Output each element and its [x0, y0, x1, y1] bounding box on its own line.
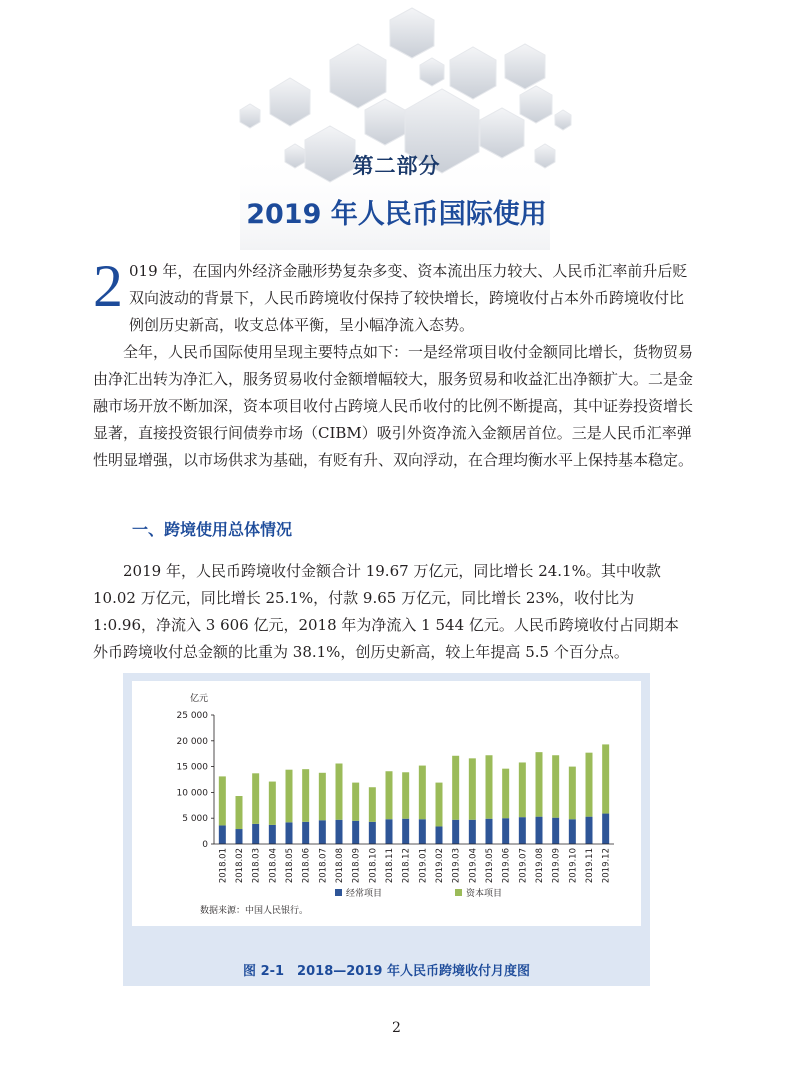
x-tick-label: 2019.11	[585, 848, 595, 884]
y-tick-label: 25 000	[176, 711, 208, 721]
x-tick-label: 2018.06	[301, 848, 312, 884]
bar-capital-account	[336, 764, 343, 820]
x-tick-label: 2019.08	[535, 848, 545, 884]
intro-paragraph-1-text: 019 年，在国内外经济金融形势复杂多变、资本流出压力较大、人民币汇率前升后贬双向波动的背景下，人民币跨境收付保持了较快增长，跨境收付占本外币跨境收付比例创历史新高，收支总体平衡，呈小幅净流入态势。	[129, 262, 688, 334]
x-tick-label: 2018.02	[235, 848, 245, 884]
x-tick-label: 2019.12	[601, 848, 612, 884]
x-tick-label: 2018.01	[218, 848, 229, 884]
bar-current-account	[569, 819, 576, 844]
x-tick-label: 2019.09	[551, 848, 562, 884]
bar-current-account	[386, 819, 393, 844]
bar-capital-account	[502, 769, 509, 819]
x-tick-label: 2018.11	[385, 848, 395, 884]
y-axis-label: 亿元	[190, 694, 209, 704]
legend-swatch-current-account	[335, 889, 342, 896]
bar-current-account	[352, 821, 359, 844]
bar-capital-account	[552, 755, 559, 817]
stacked-bar-chart	[132, 681, 641, 926]
bar-current-account	[219, 825, 226, 844]
x-tick-label: 2018.04	[268, 848, 279, 884]
intro-section	[93, 253, 694, 474]
bar-capital-account	[286, 770, 293, 823]
y-tick-label: 10 000	[176, 788, 208, 799]
x-tick-label: 2018.07	[318, 848, 329, 884]
bar-capital-account	[586, 753, 593, 817]
data-source-note: 数据来源：中国人民银行。	[200, 906, 309, 916]
x-tick-label: 2019.03	[451, 848, 462, 884]
y-tick-label: 5 000	[182, 814, 208, 825]
bar-capital-account	[352, 783, 359, 821]
legend-label-capital-account: 资本项目	[466, 889, 503, 899]
bar-current-account	[436, 826, 443, 844]
intro-paragraph-2: 全年，人民币国际使用呈现主要特点如下：一是经常项目收付金额同比增长，货物贸易由净汇出转为净汇入，服务贸易收付金额增幅较大，服务贸易和收益汇出净额扩大。二是金融市场开放不断加深，资本项目收付占跨境人民币收付的比例不断提高，其中证券投资增长显著，直接投资银行间债券市场（CIBM）吸引外资净流入金额居首位。三是人民币汇率弹性明显增强，以市场供求为基础，有贬有升、双向浮动，在合理均衡水平上保持基本稳定。	[93, 343, 694, 469]
bar-capital-account	[519, 762, 526, 817]
bar-current-account	[502, 818, 509, 844]
section-heading: 一、跨境使用总体情况	[132, 520, 293, 539]
figure-caption: 图 2-1 2018—2019 年人民币跨境收付月度图	[243, 964, 530, 979]
x-tick-label: 2018.12	[401, 848, 412, 884]
bar-current-account	[369, 822, 376, 844]
bar-current-account	[419, 819, 426, 844]
drop-cap: 2	[93, 253, 123, 319]
y-tick-label: 15 000	[176, 762, 208, 773]
legend-swatch-capital-account	[455, 889, 462, 896]
bar-capital-account	[302, 769, 309, 822]
section-paragraph-text: 2019 年，人民币跨境收付金额合计 19.67 万亿元，同比增长 24.1%。其中收款 10.02 万亿元，同比增长 25.1%，付款 9.65 万亿元，同比增长 23%，收付比为 1:0.96，净流入 3 606 亿元，2018 年为净流入 1 544 亿元。人民币跨境收付占同期本外币跨境收付总金额的比重为 38.1%，创历史新高，较上年提高 5.5 个百分点。	[93, 562, 679, 661]
bar-current-account	[469, 820, 476, 844]
chapter-title: 2019 年人民币国际使用	[246, 199, 547, 230]
x-tick-label: 2019.01	[418, 848, 429, 884]
bar-capital-account	[419, 766, 426, 820]
bar-capital-account	[452, 756, 459, 820]
bar-capital-account	[252, 773, 259, 824]
y-tick-label: 0	[202, 840, 208, 850]
bar-current-account	[602, 814, 609, 844]
bar-current-account	[536, 817, 543, 844]
bar-capital-account	[269, 782, 276, 825]
bar-capital-account	[319, 773, 326, 820]
figure-2-1	[123, 673, 650, 986]
bar-current-account	[269, 825, 276, 844]
bar-capital-account	[219, 776, 226, 825]
bar-current-account	[236, 829, 243, 844]
bar-current-account	[552, 818, 559, 844]
bar-current-account	[486, 819, 493, 844]
x-tick-label: 2018.10	[368, 848, 379, 884]
bar-capital-account	[402, 772, 409, 818]
x-tick-label: 2018.09	[351, 848, 362, 884]
x-tick-label: 2019.06	[501, 848, 512, 884]
intro-paragraph-1	[93, 253, 693, 339]
bar-capital-account	[569, 767, 576, 820]
x-tick-label: 2019.02	[435, 848, 445, 884]
bar-current-account	[586, 817, 593, 844]
bar-capital-account	[236, 796, 243, 829]
bar-capital-account	[469, 758, 476, 819]
x-tick-label: 2019.07	[518, 848, 529, 884]
bar-capital-account	[602, 744, 609, 813]
part-label: 第二部分	[352, 154, 441, 178]
x-tick-label: 2019.05	[485, 848, 495, 884]
x-tick-label: 2018.08	[335, 848, 345, 884]
bar-capital-account	[436, 783, 443, 827]
bar-current-account	[452, 820, 459, 844]
page-number: 2	[392, 1020, 401, 1036]
bar-current-account	[252, 824, 259, 844]
x-tick-label: 2019.04	[468, 848, 479, 884]
legend-label-current-account: 经常项目	[346, 889, 383, 899]
bar-capital-account	[486, 755, 493, 818]
bar-capital-account	[536, 752, 543, 817]
chart-panel	[132, 681, 641, 926]
bar-current-account	[336, 820, 343, 844]
bar-current-account	[319, 820, 326, 844]
bar-current-account	[519, 817, 526, 844]
x-tick-label: 2018.05	[285, 848, 295, 884]
bar-capital-account	[369, 787, 376, 822]
bar-capital-account	[386, 771, 393, 819]
x-tick-label: 2019.10	[568, 848, 579, 884]
y-tick-label: 20 000	[176, 736, 208, 747]
bar-current-account	[302, 822, 309, 844]
section-paragraph	[93, 558, 693, 666]
x-tick-label: 2018.03	[251, 848, 262, 884]
bar-current-account	[286, 822, 293, 844]
bar-current-account	[402, 819, 409, 844]
